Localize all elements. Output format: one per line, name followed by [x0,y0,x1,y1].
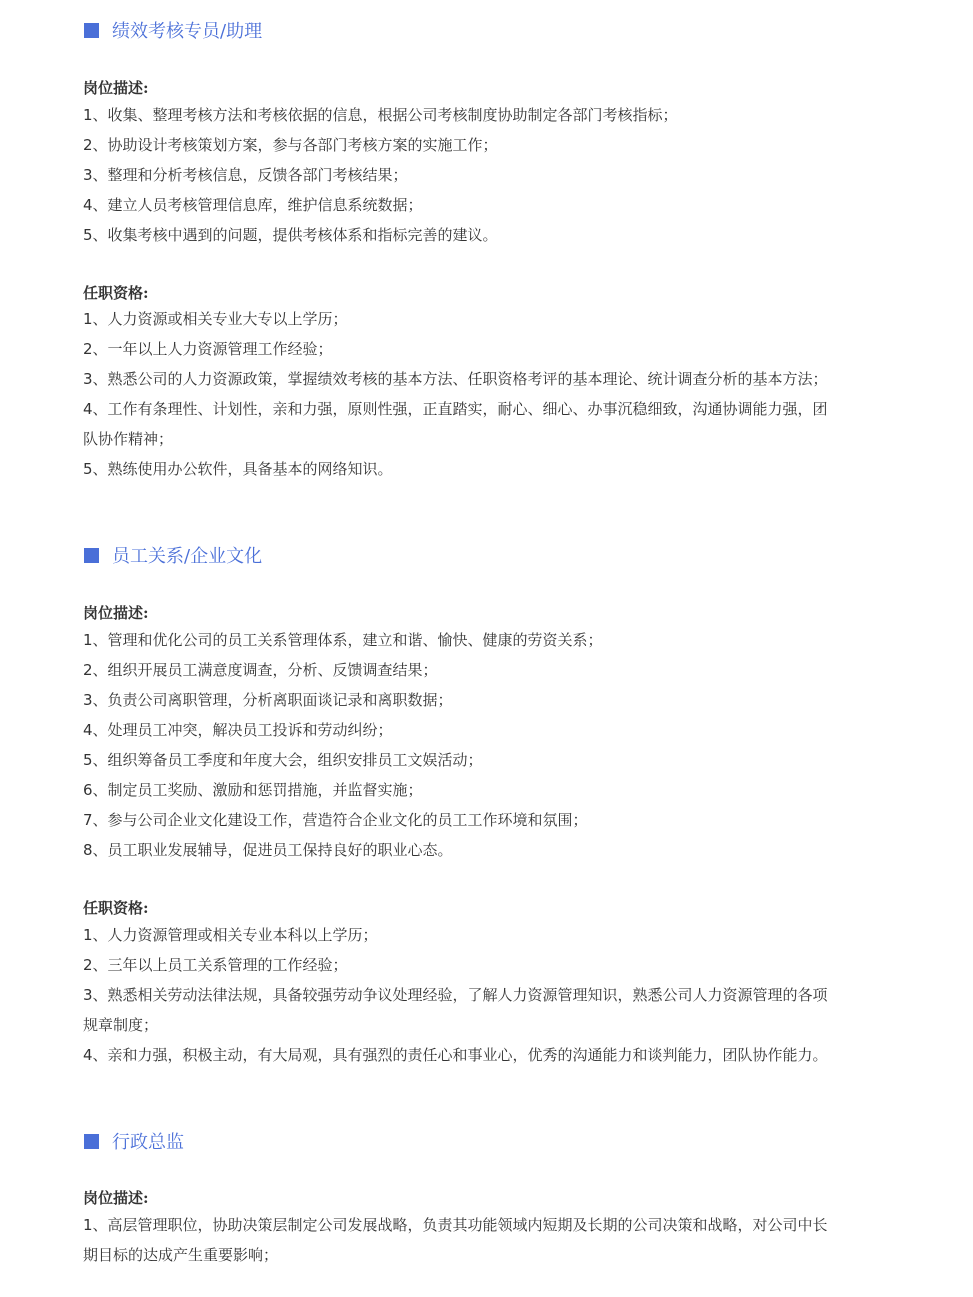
job-description-list [83,100,839,250]
list-item: 5、组织筹备员工季度和年度大会，组织安排员工文娱活动； [83,751,483,769]
list-item: 7、参与公司企业文化建设工作，营造符合企业文化的员工工作环境和氛围； [83,811,588,829]
list-item: 2、一年以上人力资源管理工作经验； [83,340,333,358]
section-header [84,1126,184,1156]
list-item: 3、负责公司离职管理，分析离职面谈记录和离职数据； [83,691,453,709]
section-title: 行政总监 [112,1132,184,1153]
section-title: 绩效考核专员/助理 [112,21,263,42]
list-item: 2、三年以上员工关系管理的工作经验； [83,956,348,974]
list-item: 2、组织开展员工满意度调查，分析、反馈调查结果； [83,661,438,679]
list-item: 8、员工职业发展辅导，促进员工保持良好的职业心态。 [83,841,453,859]
list-item: 4、工作有条理性、计划性，亲和力强，原则性强，正直踏实，耐心、细心、办事沉稳细致，沟通协调能力强，团队协作精神； [83,400,828,448]
requirements-label: 任职资格: [83,284,149,302]
list-item: 3、熟悉公司的人力资源政策，掌握绩效考核的基本方法、任职资格考评的基本理论、统计调查分析的基本方法； [83,370,828,388]
job-description-label: 岗位描述: [83,79,149,97]
list-item: 5、熟练使用办公软件，具备基本的网络知识。 [83,460,393,478]
list-item: 3、整理和分析考核信息，反馈各部门考核结果； [83,166,408,184]
list-item: 4、建立人员考核管理信息库，维护信息系统数据； [83,196,423,214]
section-title: 员工关系/企业文化 [112,546,263,567]
list-item: 1、管理和优化公司的员工关系管理体系，建立和谐、愉快、健康的劳资关系； [83,631,603,649]
list-item: 6、制定员工奖励、激励和惩罚措施，并监督实施； [83,781,423,799]
list-item: 2、协助设计考核策划方案，参与各部门考核方案的实施工作； [83,136,498,154]
job-description-label: 岗位描述: [83,1189,149,1207]
list-item: 1、高层管理职位，协助决策层制定公司发展战略，负责其功能领域内短期及长期的公司决策和战略，对公司中长期目标的达成产生重要影响； [83,1216,828,1264]
requirements-list [83,304,839,484]
list-item: 5、收集考核中遇到的问题，提供考核体系和指标完善的建议。 [83,226,498,244]
job-description-label: 岗位描述: [83,604,149,622]
list-item: 4、亲和力强，积极主动，有大局观，具有强烈的责任心和事业心，优秀的沟通能力和谈判能力，团队协作能力。 [83,1046,828,1064]
list-item: 3、熟悉相关劳动法律法规，具备较强劳动争议处理经验，了解人力资源管理知识，熟悉公司人力资源管理的各项规章制度； [83,986,828,1034]
section-header [84,540,262,570]
section-square-marker-icon [84,548,99,563]
list-item: 4、处理员工冲突，解决员工投诉和劳动纠纷； [83,721,393,739]
list-item: 1、人力资源或相关专业大专以上学历； [83,310,348,328]
section-square-marker-icon [84,23,99,38]
job-description-list [83,1210,839,1270]
list-item: 1、收集、整理考核方法和考核依据的信息，根据公司考核制度协助制定各部门考核指标； [83,106,678,124]
section-header [84,15,262,45]
requirements-list [83,920,839,1070]
section-square-marker-icon [84,1134,99,1149]
list-item: 1、人力资源管理或相关专业本科以上学历； [83,926,378,944]
requirements-label: 任职资格: [83,899,149,917]
job-description-list [83,625,839,865]
